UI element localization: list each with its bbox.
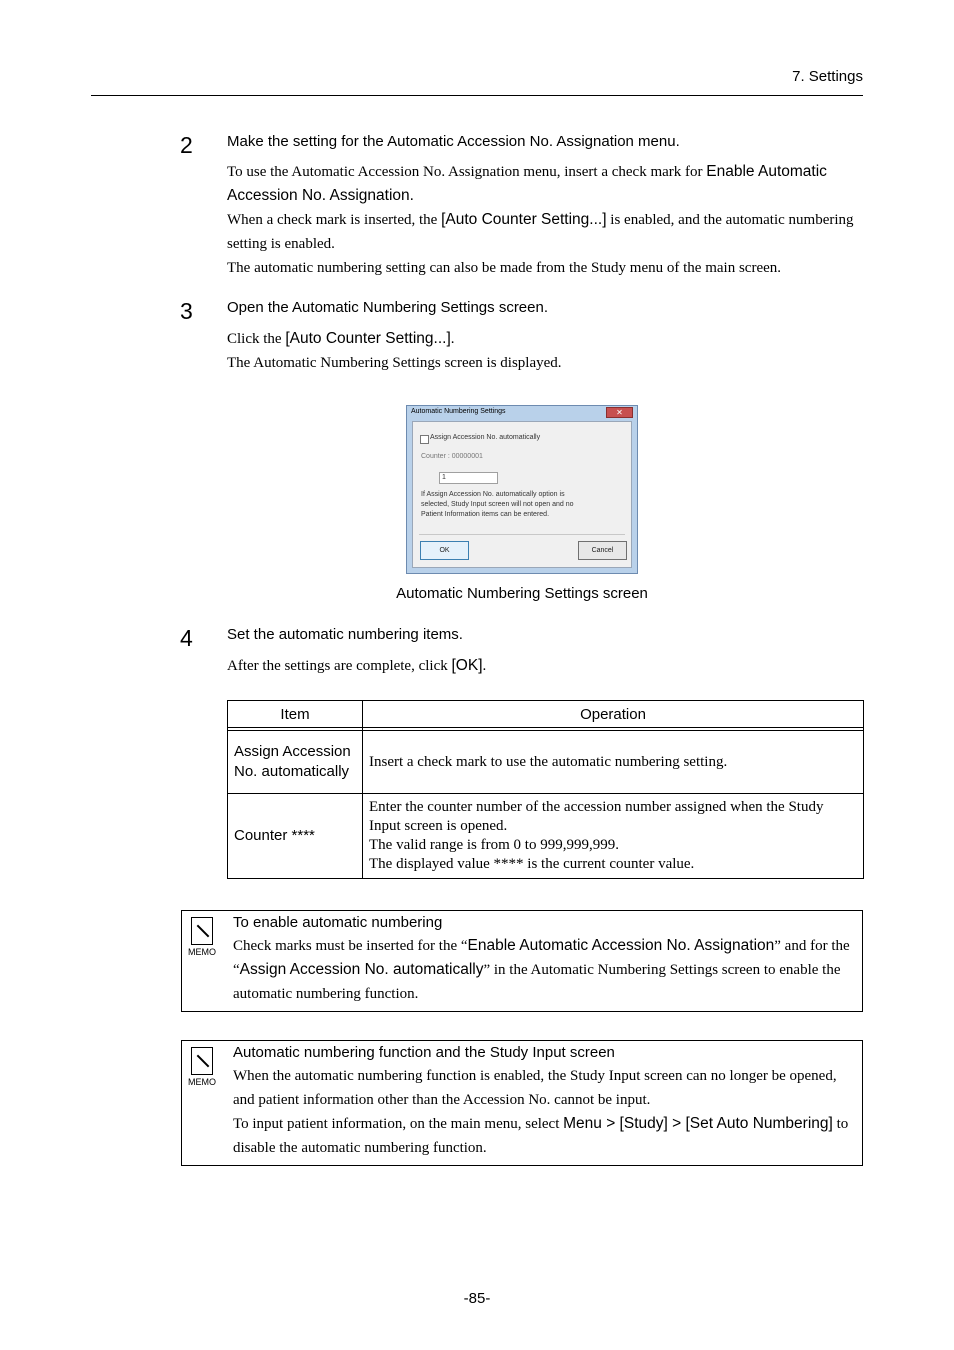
text-run: . <box>409 187 414 204</box>
memo-icon-label: MEMO <box>188 1077 216 1087</box>
step-2-para-2 <box>227 208 867 256</box>
table-cell-item: Assign Accession No. automatically <box>228 731 363 794</box>
table-header-row <box>228 701 864 728</box>
step-3-title: Open the Automatic Numbering Settings screen. <box>227 299 549 316</box>
memo-para-1: When the automatic numbering function is enabled, the Study Input screen can no longer be opened, and patient information other than the Accession No. cannot be input. <box>233 1068 837 1108</box>
memo-icon <box>190 917 214 957</box>
text-run: ” and for the “ <box>233 938 850 978</box>
counter-label: Counter : 00000001 <box>421 453 483 460</box>
table-cell-item: Counter **** <box>228 794 363 879</box>
text-run: . <box>482 658 487 674</box>
dialog-separator <box>419 534 625 535</box>
table-row <box>228 794 864 879</box>
figure-caption: Automatic Numbering Settings screen <box>396 585 648 602</box>
text-run: When a check mark is inserted, the <box>227 212 442 228</box>
checkbox-label: Assign Accession No. automatically <box>430 434 541 441</box>
memo-title: Automatic numbering function and the Study Input screen <box>233 1044 615 1061</box>
step-4-para-1 <box>227 654 867 678</box>
automatic-numbering-dialog <box>406 405 638 574</box>
ui-term: [Auto Counter Setting...] <box>441 211 607 228</box>
memo-text <box>233 934 858 1006</box>
memo-title: To enable automatic numbering <box>233 914 443 931</box>
step-2-para-3: The automatic numbering setting can also be made from the Study menu of the main screen. <box>227 260 782 276</box>
memo-box <box>181 1040 863 1166</box>
memo-icon-label: MEMO <box>188 947 216 957</box>
table-header-operation: Operation <box>363 701 864 728</box>
step-3-para-2: The Automatic Numbering Settings screen is displayed. <box>227 355 562 371</box>
page-number: -85- <box>463 1290 491 1307</box>
text-run: is enabled, and the automatic numbering setting is enabled. <box>227 212 854 252</box>
operation-line: The displayed value **** is the current counter value. <box>369 856 695 872</box>
ui-term: Enable Automatic Accession No. Assignation <box>227 163 827 204</box>
counter-input[interactable]: 1 <box>439 472 498 484</box>
step-2-number: 2 <box>180 132 193 158</box>
ui-term: Enable Automatic Accession No. Assignation <box>467 937 775 954</box>
operation-line: Enter the counter number of the accession number assigned when the Study Input screen is opened. <box>369 799 824 834</box>
text-run: After the settings are complete, click <box>227 658 452 674</box>
operation-line: Insert a check mark to use the automatic numbering setting. <box>369 753 728 770</box>
note-line-2: selected, Study Input screen will not open and no <box>421 501 574 508</box>
close-icon[interactable]: ✕ <box>606 407 633 418</box>
assign-accession-checkbox[interactable] <box>420 435 429 444</box>
memo-box <box>181 910 863 1012</box>
text-run: To input patient information, on the main menu, select <box>233 1116 564 1132</box>
memo-icon <box>190 1047 214 1087</box>
ui-term: Assign Accession No. automatically <box>239 961 484 978</box>
text-run: Click the <box>227 331 286 347</box>
step-2-title: Make the setting for the Automatic Accession No. Assignation menu. <box>227 133 680 150</box>
note-line-1: If Assign Accession No. automatically option is <box>421 491 565 498</box>
text-run: to disable the automatic numbering function. <box>233 1116 849 1156</box>
table-cell-operation <box>363 731 864 794</box>
step-3-body <box>227 327 867 375</box>
cancel-button[interactable]: Cancel <box>578 541 627 560</box>
running-header: 7. Settings <box>792 68 863 85</box>
text-run: Check marks must be inserted for the “ <box>233 938 468 954</box>
step-4-number: 4 <box>180 625 193 651</box>
table-header-item: Item <box>228 701 363 728</box>
step-3-number: 3 <box>180 298 193 324</box>
note-line-3: Patient Information items can be entered. <box>421 511 550 518</box>
text-run: ” in the Automatic Numbering Settings screen to enable the automatic numbering function. <box>233 962 841 1002</box>
header-rule <box>91 95 863 96</box>
step-4-body <box>227 654 867 678</box>
dialog-body <box>412 421 632 568</box>
settings-table <box>227 700 864 879</box>
text-run: . <box>450 331 455 347</box>
table-cell-operation <box>363 794 864 879</box>
ui-term: [OK] <box>451 657 483 674</box>
ok-button[interactable]: OK <box>420 541 469 560</box>
operation-line: The valid range is from 0 to 999,999,999. <box>369 837 619 853</box>
text-run: To use the Automatic Accession No. Assignation menu, insert a check mark for <box>227 164 707 180</box>
step-2-para-1 <box>227 160 867 208</box>
dialog-title: Automatic Numbering Settings <box>411 408 506 415</box>
memo-text <box>233 1064 858 1160</box>
table-row <box>228 731 864 794</box>
ui-term: [Auto Counter Setting...] <box>285 330 451 347</box>
step-4-title: Set the automatic numbering items. <box>227 626 463 643</box>
step-3-para-1 <box>227 327 867 351</box>
step-2-body <box>227 160 867 280</box>
ui-term: Menu > [Study] > [Set Auto Numbering] <box>563 1115 833 1132</box>
memo-para-2 <box>233 1112 858 1160</box>
